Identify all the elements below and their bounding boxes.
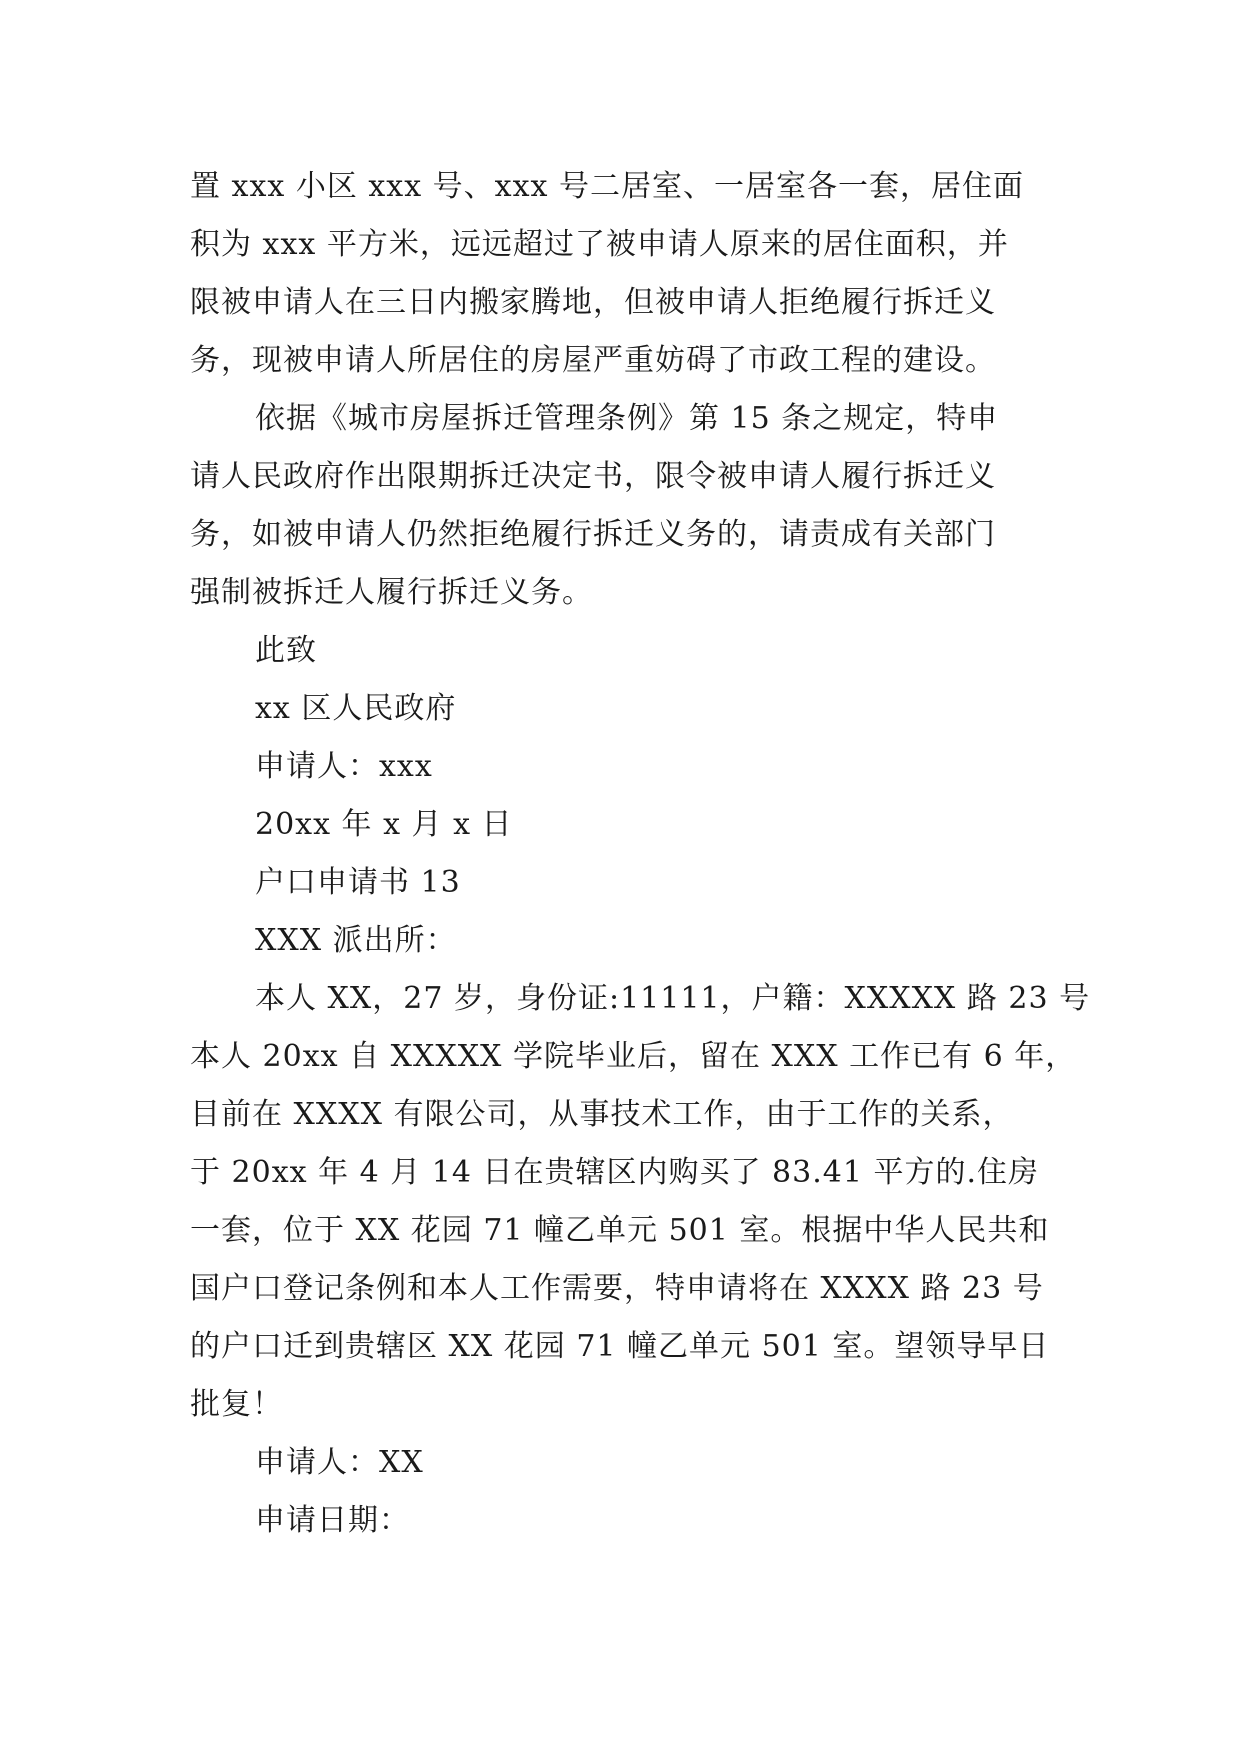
paragraph-line: 目前在 XXXX 有限公司，从事技术工作，由于工作的关系， — [190, 1097, 1014, 1132]
paragraph-line: 限被申请人在三日内搬家腾地，但被申请人拒绝履行拆迁义 — [190, 285, 996, 320]
paragraph-line: 务，现被申请人所居住的房屋严重妨碍了市政工程的建设。 — [190, 343, 996, 378]
date: 20xx 年 x 月 x 日 — [255, 807, 513, 842]
paragraph-line: 的户口迁到贵辖区 XX 花园 71 幢乙单元 501 室。望领导早日 — [190, 1329, 1050, 1364]
paragraph-line: 置 xxx 小区 xxx 号、xxx 号二居室、一居室各一套，居住面 — [190, 169, 1024, 204]
paragraph-line: 依据《城市房屋拆迁管理条例》第 15 条之规定，特申 — [255, 401, 999, 436]
paragraph-line: 一套，位于 XX 花园 71 幢乙单元 501 室。根据中华人民共和 — [190, 1213, 1050, 1248]
paragraph-line: 国户口登记条例和本人工作需要，特申请将在 XXXX 路 23 号 — [190, 1271, 1044, 1306]
applicant-signature: 申请人：XX — [255, 1445, 424, 1480]
application-date: 申请日期： — [255, 1503, 410, 1538]
section-title: 户口申请书 13 — [255, 865, 461, 900]
paragraph-line: 批复！ — [190, 1387, 283, 1422]
paragraph-line: 务，如被申请人仍然拒绝履行拆迁义务的，请责成有关部门 — [190, 517, 996, 552]
addressee: XXX 派出所： — [255, 923, 457, 958]
salutation: 此致 — [255, 633, 317, 668]
paragraph-line: 于 20xx 年 4 月 14 日在贵辖区内购买了 83.41 平方的.住房 — [190, 1155, 1039, 1190]
paragraph-line: 强制被拆迁人履行拆迁义务。 — [190, 575, 593, 610]
paragraph-line: 积为 xxx 平方米，远远超过了被申请人原来的居住面积，并 — [190, 227, 1009, 262]
paragraph-line: 本人 XX，27 岁，身份证:11111，户籍：XXXXX 路 23 号 — [255, 981, 1091, 1016]
recipient: xx 区人民政府 — [255, 691, 457, 726]
paragraph-line: 请人民政府作出限期拆迁决定书，限令被申请人履行拆迁义 — [190, 459, 996, 494]
paragraph-line: 本人 20xx 自 XXXXX 学院毕业后，留在 XXX 工作已有 6 年， — [190, 1039, 1077, 1074]
applicant: 申请人：xxx — [255, 749, 433, 784]
